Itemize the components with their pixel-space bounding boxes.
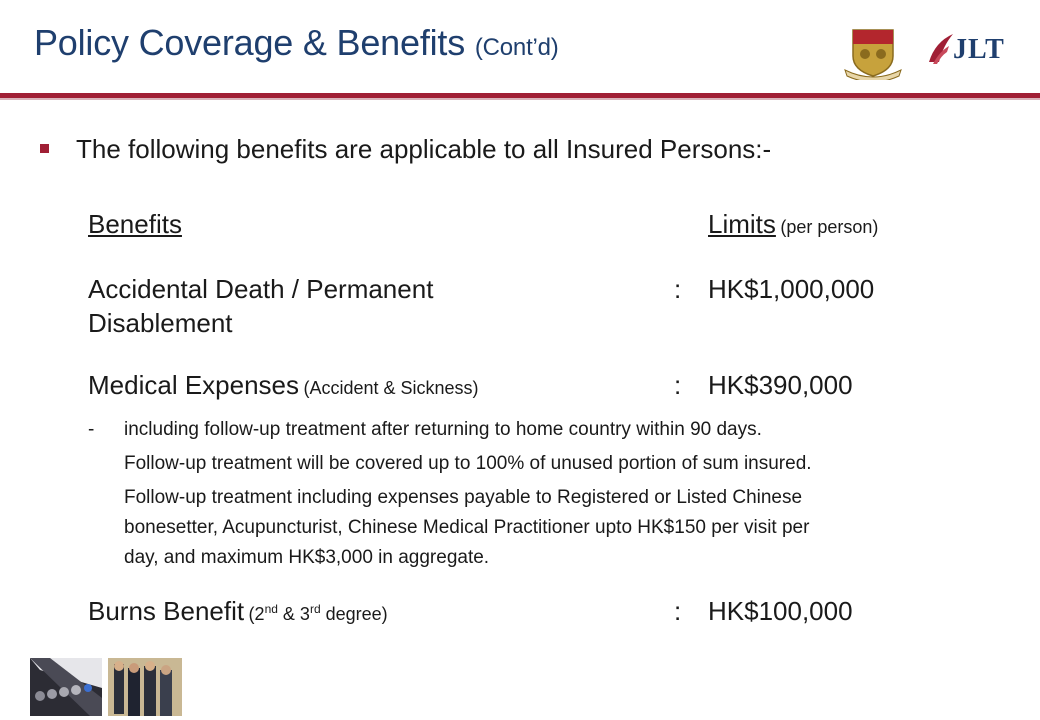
benefit-medical-expenses: [88, 370, 479, 401]
medical-note-line5: day, and maximum HK$3,000 in aggregate.: [124, 547, 490, 568]
limit-medical-expenses: HK$390,000: [708, 370, 853, 400]
medical-note-dash: -: [88, 419, 95, 440]
jlt-text: JLT: [953, 34, 1005, 65]
benefit-accidental-death-line2: Disablement: [88, 308, 233, 338]
medical-note-line2: Follow-up treatment will be covered up to 100% of unused portion of sum insured.: [124, 453, 812, 474]
limit-burns: HK$100,000: [708, 596, 853, 626]
col-header-benefits: Benefits: [88, 209, 182, 239]
col-header-limits: [708, 209, 878, 240]
burns-label: Burns Benefit: [88, 596, 245, 626]
separator-colon: :: [674, 596, 682, 626]
limit-accidental-death: HK$1,000,000: [708, 274, 875, 304]
medical-note-line4: bonesetter, Acupuncturist, Chinese Medical Practitioner upto HK$150 per visit per: [124, 517, 810, 538]
medical-note-line3: Follow-up treatment including expenses payable to Registered or Listed Chinese: [124, 487, 803, 508]
jlt-swoosh-icon: [925, 32, 955, 68]
medical-note-line1: including follow-up treatment after returning to home country within 90 days.: [124, 419, 762, 440]
square-bullet-icon: [40, 144, 49, 153]
benefit-accidental-death: Accidental Death / Permanent: [88, 274, 434, 304]
separator-colon: :: [674, 370, 682, 400]
col-header-limits-note: (per person): [780, 217, 879, 237]
burns-note: (2nd & 3rd degree): [248, 602, 388, 624]
benefit-burns: [88, 596, 388, 627]
medical-expenses-label: Medical Expenses: [88, 370, 299, 400]
medical-expenses-note: (Accident & Sickness): [303, 378, 479, 398]
separator-colon: :: [674, 274, 682, 304]
intro-bullet: [40, 134, 771, 165]
header-divider-shadow: [0, 98, 1040, 100]
title-main: Policy Coverage & Benefits: [34, 22, 466, 63]
footer-photo-strip: [30, 658, 182, 716]
intro-text: The following benefits are applicable to all Insured Persons:-: [76, 134, 772, 164]
business-people-image: [108, 658, 182, 716]
jlt-logo: [925, 30, 1020, 68]
chess-pieces-image: [30, 658, 102, 716]
col-header-limits-label: Limits: [708, 209, 776, 239]
page-title: [34, 22, 559, 64]
university-crest-icon: [843, 26, 903, 80]
title-suffix: (Cont’d): [474, 34, 559, 61]
